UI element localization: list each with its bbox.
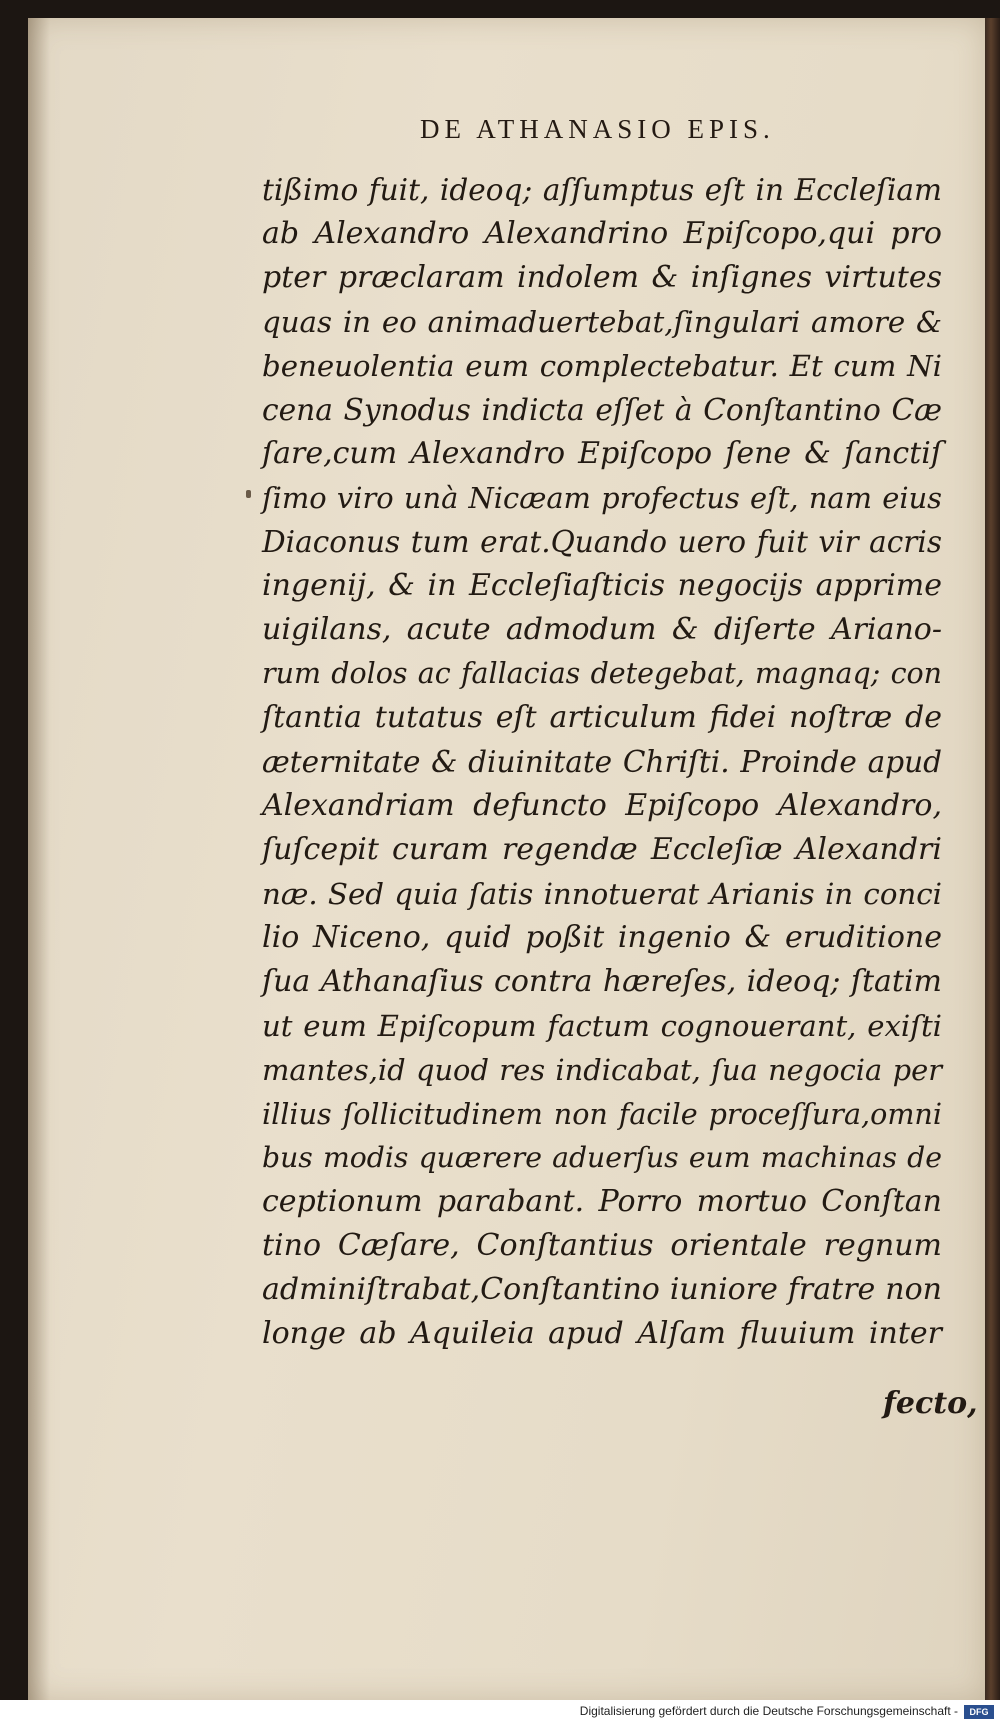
- funding-credit: Digitalisierung gefördert durch die Deutsche Forschungsgemeinschaft -: [579, 1704, 958, 1718]
- text-line: Alexandriam defuncto Epiſcopo Alexandro,: [262, 788, 942, 823]
- text-line: Diaconus tum erat.Quando uero fuit vir acris: [262, 525, 942, 559]
- text-line: tino Cæſare, Conſtantius orientale regnum: [262, 1228, 942, 1263]
- text-line: quas in eo animaduertebat,ſingulari amore &: [262, 305, 942, 339]
- margin-mark: [246, 490, 251, 498]
- text-line: ceptionum parabant. Porro mortuo Conſtan: [262, 1184, 942, 1219]
- text-line: cena Synodus indicta eſſet à Conſtantino Cæ: [262, 392, 942, 427]
- text-line: ſua Athanaſius contra hæreſes, ideoq; ſtatim: [262, 964, 942, 999]
- dfg-logo-icon: DFG: [964, 1705, 994, 1719]
- text-line: rum dolos ac fallacias detegebat, magnaq; con: [262, 657, 942, 690]
- text-line: ab Alexandro Alexandrino Epiſcopo,qui pro: [262, 216, 942, 251]
- text-line: ingenij, & in Eccleſiaſticis negocijs apprime: [262, 568, 942, 603]
- digitization-footer: [0, 1700, 1000, 1725]
- text-line: ut eum Epiſcopum factum cognouerant, exiſti: [262, 1009, 942, 1043]
- page-gutter-shadow: [28, 18, 50, 1700]
- text-line: æternitate & diuinitate Chriſti. Proinde apud: [262, 745, 942, 779]
- book-fore-edge: [985, 18, 1000, 1700]
- body-text: [262, 168, 942, 1356]
- text-line: pter præclaram indolem & inſignes virtutes: [262, 260, 942, 295]
- text-line: illius ſollicitudinem non facile proceſſura,omni: [262, 1097, 942, 1131]
- text-line: ſtantia tutatus eſt articulum fidei noſtræ de: [262, 700, 942, 735]
- text-line: ſare,cum Alexandro Epiſcopo ſene & ſanctiſ: [262, 436, 942, 471]
- text-line: tißimo fuit, ideoq; aſſumptus eſt in Eccleſiam: [262, 173, 942, 207]
- text-line: longe ab Aquileia apud Alſam fluuium inter: [262, 1316, 942, 1351]
- text-line: adminiſtrabat,Conſtantino iuniore fratre non: [262, 1272, 942, 1307]
- catchword: fecto,: [883, 1386, 978, 1421]
- text-line: uigilans, acute admodum & diſerte Ariano-: [262, 612, 942, 647]
- text-line: bus modis quærere aduerſus eum machinas de: [262, 1141, 942, 1174]
- text-line: beneuolentia eum complectebatur. Et cum Ni: [262, 349, 942, 383]
- text-line: ſuſcepit curam regendæ Eccleſiæ Alexandri: [262, 832, 942, 867]
- running-head: DE ATHANASIO EPIS.: [420, 114, 775, 144]
- text-line: lio Niceno, quid poßit ingenio & eruditione: [262, 920, 942, 955]
- text-line: ſimo viro unà Nicæam profectus eſt, nam eius: [262, 481, 942, 515]
- text-line: mantes,id quod res indicabat, ſua negocia per: [262, 1053, 942, 1087]
- text-line: næ. Sed quia ſatis innotuerat Arianis in conci: [262, 877, 942, 911]
